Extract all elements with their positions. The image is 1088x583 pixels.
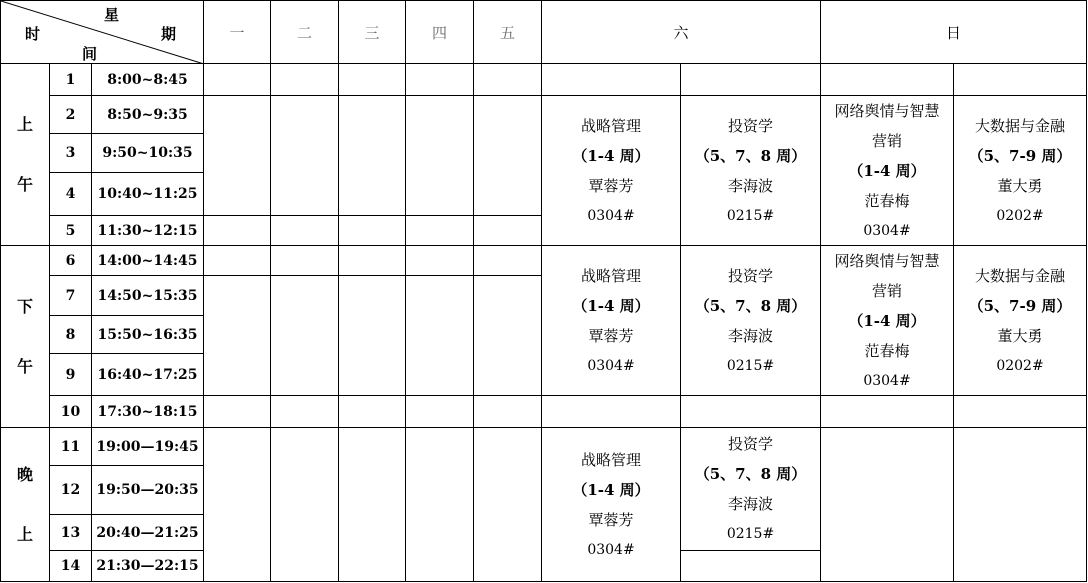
course-cell	[541, 427, 681, 582]
slot-number-text: 2	[65, 106, 76, 123]
course-line: （1-4 周）	[848, 161, 926, 180]
course-cell	[541, 95, 681, 246]
slot-time-text: 14:50~15:35	[97, 287, 198, 304]
empty-cell	[270, 95, 339, 216]
empty-cell	[953, 63, 1087, 96]
course-line: 董大勇	[997, 176, 1043, 195]
slot-number-text: 12	[60, 482, 81, 498]
slot-time	[91, 275, 204, 316]
course-line: （5、7-9 周）	[968, 296, 1072, 315]
course-line: 李海波	[727, 495, 773, 513]
slot-number	[49, 172, 92, 216]
slot-time	[91, 395, 204, 428]
empty-cell	[338, 275, 406, 396]
slot-time-text: 14:00~14:45	[97, 252, 198, 269]
empty-cell	[405, 95, 474, 216]
empty-cell	[203, 63, 271, 96]
course-cell	[820, 95, 954, 246]
slot-time-text: 19:50—20:35	[96, 482, 199, 498]
empty-cell	[473, 275, 542, 396]
empty-cell	[338, 215, 406, 246]
course-line: 大数据与金融	[974, 266, 1065, 285]
slot-time	[91, 353, 204, 396]
day-header-4	[405, 0, 474, 64]
empty-cell	[405, 215, 474, 246]
slot-time	[91, 550, 204, 582]
slot-number-text: 8	[65, 326, 76, 343]
slot-time-text: 10:40~11:25	[97, 186, 198, 202]
day-header-2	[270, 0, 339, 64]
empty-cell	[203, 215, 271, 246]
empty-cell	[203, 395, 271, 428]
slot-time-text: 21:30—22:15	[96, 558, 199, 574]
slot-number-text: 1	[65, 71, 76, 88]
course-line: 0304#	[863, 372, 911, 389]
course-line: 战略管理	[580, 116, 641, 135]
slot-time-text: 20:40—21:25	[96, 524, 199, 541]
course-line: 李海波	[727, 176, 773, 195]
slot-number-text: 6	[65, 252, 76, 269]
course-line: 投资学	[727, 266, 773, 285]
empty-cell	[680, 550, 821, 582]
slot-number	[49, 353, 92, 396]
empty-cell	[473, 215, 542, 246]
empty-cell	[820, 63, 954, 96]
slot-time-text: 8:50~9:35	[107, 106, 188, 123]
slot-number	[49, 427, 92, 466]
empty-cell	[203, 427, 271, 582]
slot-time-text: 8:00~8:45	[107, 71, 188, 88]
empty-cell	[405, 427, 474, 582]
day-header-label: 一	[229, 23, 245, 42]
slot-number-text: 11	[60, 438, 81, 455]
day-header-label: 日	[945, 23, 961, 42]
empty-cell	[473, 63, 542, 96]
period-label-bottom: 午	[16, 356, 33, 376]
day-header-6	[541, 0, 821, 64]
empty-cell	[473, 395, 542, 428]
slot-number	[49, 514, 92, 551]
slot-time	[91, 427, 204, 466]
course-line: 0202#	[996, 207, 1044, 224]
slot-number	[49, 275, 92, 316]
course-line: 0304#	[587, 207, 635, 224]
course-cell	[541, 245, 681, 396]
course-cell	[953, 95, 1087, 246]
corner-time-label: 时	[25, 25, 41, 43]
empty-cell	[405, 63, 474, 96]
day-header-7	[820, 0, 1087, 64]
period-label-bottom: 上	[16, 524, 33, 544]
slot-time	[91, 245, 204, 276]
course-line: 覃蓉芳	[588, 510, 634, 529]
course-line: （5、7、8 周）	[694, 296, 807, 315]
empty-cell	[338, 95, 406, 216]
slot-number	[49, 550, 92, 582]
day-header-label: 三	[364, 23, 380, 42]
course-line: （5、7-9 周）	[968, 146, 1072, 165]
slot-time-text: 16:40~17:25	[97, 366, 198, 383]
day-header-3	[338, 0, 406, 64]
day-header-label: 二	[296, 23, 312, 42]
slot-number	[49, 215, 92, 246]
empty-cell	[270, 427, 339, 582]
course-cell	[680, 95, 821, 246]
course-line: 网络舆情与智慧	[834, 101, 940, 120]
slot-number-text: 4	[65, 186, 76, 202]
course-line: 0304#	[587, 357, 635, 374]
course-line: 0304#	[587, 541, 635, 558]
course-line: 营销	[871, 281, 902, 300]
day-header-1	[203, 0, 271, 64]
corner-day-label-1: 星	[104, 6, 120, 24]
empty-cell	[473, 427, 542, 582]
course-line: 范春梅	[864, 341, 910, 360]
empty-cell	[541, 63, 681, 96]
course-cell	[680, 245, 821, 396]
course-line: 0215#	[726, 207, 775, 224]
course-line: 投资学	[727, 116, 773, 135]
slot-time	[91, 133, 204, 173]
empty-cell	[270, 215, 339, 246]
empty-cell	[270, 63, 339, 96]
slot-number-text: 9	[65, 366, 76, 383]
slot-number	[49, 95, 92, 134]
slot-time	[91, 514, 204, 551]
course-line: 投资学	[727, 435, 773, 453]
slot-time	[91, 315, 204, 354]
course-line: 网络舆情与智慧	[834, 251, 940, 270]
empty-cell	[541, 395, 681, 428]
course-line: 董大勇	[997, 326, 1043, 345]
course-line: （1-4 周）	[572, 146, 650, 165]
corner-header	[0, 0, 204, 64]
empty-cell	[405, 395, 474, 428]
corner-slot-label: 间	[82, 45, 98, 63]
slot-time-text: 19:00—19:45	[96, 438, 199, 455]
empty-cell	[820, 395, 954, 428]
empty-cell	[203, 245, 271, 276]
slot-number-text: 3	[65, 145, 76, 161]
course-line: 李海波	[727, 326, 773, 345]
empty-cell	[203, 95, 271, 216]
empty-cell	[338, 245, 406, 276]
empty-cell	[953, 395, 1087, 428]
period-label	[0, 63, 50, 246]
slot-time	[91, 215, 204, 246]
slot-time-text: 15:50~16:35	[97, 326, 198, 343]
slot-time-text: 9:50~10:35	[102, 145, 193, 161]
slot-number-text: 7	[65, 287, 76, 304]
empty-cell	[270, 245, 339, 276]
slot-time	[91, 63, 204, 96]
course-line: （1-4 周）	[572, 296, 650, 315]
slot-number	[49, 395, 92, 428]
empty-cell	[680, 63, 821, 96]
slot-number	[49, 133, 92, 173]
period-label	[0, 427, 50, 582]
empty-cell	[270, 275, 339, 396]
course-line: 战略管理	[580, 450, 641, 469]
course-line: 覃蓉芳	[588, 176, 634, 195]
empty-cell	[338, 395, 406, 428]
empty-cell	[405, 275, 474, 396]
slot-number	[49, 465, 92, 515]
course-line: （5、7、8 周）	[694, 146, 807, 165]
slot-time	[91, 172, 204, 216]
slot-time-text: 17:30~18:15	[97, 403, 198, 420]
empty-cell	[680, 395, 821, 428]
day-header-5	[473, 0, 542, 64]
period-label-top: 下	[16, 296, 33, 316]
course-cell	[953, 245, 1087, 396]
slot-number	[49, 63, 92, 96]
slot-time	[91, 465, 204, 515]
course-line: 大数据与金融	[974, 116, 1065, 135]
course-line: （5、7、8 周）	[694, 465, 807, 483]
empty-cell	[473, 95, 542, 216]
course-line: （1-4 周）	[572, 480, 650, 499]
course-line: 战略管理	[580, 266, 641, 285]
empty-cell	[473, 245, 542, 276]
course-cell	[820, 245, 954, 396]
corner-day-label-2: 期	[161, 25, 177, 43]
slot-number-text: 5	[65, 222, 76, 239]
course-line: 范春梅	[864, 191, 910, 210]
empty-cell	[405, 245, 474, 276]
course-line: 0215#	[726, 526, 775, 542]
course-line: 0202#	[996, 357, 1044, 374]
empty-cell	[953, 427, 1087, 582]
slot-number	[49, 245, 92, 276]
slot-number	[49, 315, 92, 354]
period-label	[0, 245, 50, 428]
slot-number-text: 10	[60, 403, 81, 420]
empty-cell	[338, 427, 406, 582]
empty-cell	[820, 427, 954, 582]
course-line: 0304#	[863, 222, 911, 239]
course-line: （1-4 周）	[848, 311, 926, 330]
slot-time-text: 11:30~12:15	[97, 222, 198, 239]
period-label-bottom: 午	[16, 174, 33, 194]
course-line: 营销	[871, 131, 902, 150]
empty-cell	[270, 395, 339, 428]
slot-number-text: 14	[60, 558, 81, 574]
course-line: 覃蓉芳	[588, 326, 634, 345]
empty-cell	[338, 63, 406, 96]
slot-number-text: 13	[60, 524, 81, 541]
day-header-label: 四	[431, 23, 447, 42]
period-label-top: 上	[16, 114, 33, 134]
slot-time	[91, 95, 204, 134]
course-line: 0215#	[726, 357, 775, 374]
course-cell	[680, 427, 821, 551]
period-label-top: 晚	[16, 464, 33, 484]
day-header-label: 五	[499, 23, 515, 42]
day-header-label: 六	[673, 23, 689, 42]
empty-cell	[203, 275, 271, 396]
